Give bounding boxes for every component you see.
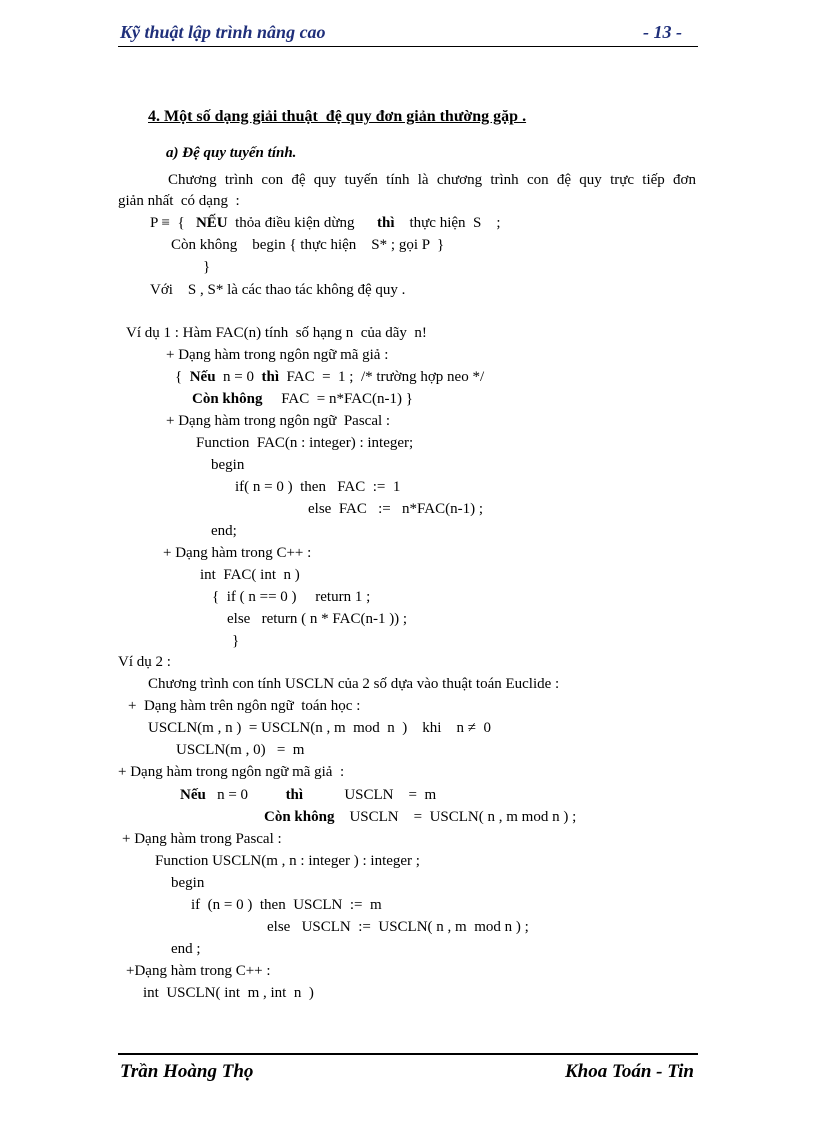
pseudo-text: n = 0	[205, 787, 286, 803]
keyword-else: Còn không	[264, 809, 335, 825]
example1-cpp-line1: int FAC( int n )	[200, 567, 300, 583]
subsection-heading: a) Đệ quy tuyến tính.	[166, 145, 297, 161]
example1-cpp-line4: }	[232, 633, 240, 649]
example2-pascal-line3: if (n = 0 ) then USCLN := m	[191, 897, 382, 913]
pseudo-text: n = 0	[215, 369, 262, 385]
pseudo-text: {	[175, 369, 190, 385]
form-text: P ≡ {	[150, 215, 196, 231]
pseudo-text: FAC = n*FAC(n-1) }	[262, 391, 413, 407]
keyword-if: NẾU	[195, 215, 228, 231]
example2-math-line2: USCLN(m , 0) = m	[176, 742, 305, 758]
with-line: Với S , S* là các thao tác không đệ quy .	[150, 282, 406, 298]
example2-cpp-line1: int USCLN( int m , int n )	[143, 985, 314, 1001]
form-text: thực hiện S ;	[394, 215, 501, 231]
example2-pascal-line5: end ;	[171, 941, 201, 957]
example1-cpp-heading: + Dạng hàm trong C++ :	[163, 545, 312, 561]
example1-pseudo-line1	[175, 367, 484, 387]
keyword-else: Còn không	[192, 391, 263, 407]
keyword-then: thì	[376, 215, 395, 231]
example2-pascal-line1: Function USCLN(m , n : integer ) : integer ;	[155, 853, 420, 869]
example2-pascal-heading: + Dạng hàm trong Pascal :	[122, 831, 282, 847]
example2-cpp-heading: +Dạng hàm trong C++ :	[126, 963, 271, 979]
keyword-if: Nếu	[189, 369, 216, 385]
example2-pseudo-heading: + Dạng hàm trong ngôn ngữ mã giả :	[118, 764, 345, 780]
keyword-if: Nếu	[180, 787, 206, 803]
example1-pascal-line4: else FAC := n*FAC(n-1) ;	[308, 501, 483, 517]
example1-pseudo-line2	[192, 389, 413, 409]
header-title: Kỹ thuật lập trình nâng cao	[120, 22, 326, 42]
example1-cpp-line3: else return ( n * FAC(n-1 )) ;	[227, 611, 408, 627]
keyword-then: thì	[285, 787, 304, 803]
footer-department: Khoa Toán - Tin	[565, 1061, 694, 1082]
example2-pseudo-line1	[180, 785, 436, 805]
intro-paragraph-line1: Chương trình con đệ quy tuyến tính là chương trình con đệ quy trực tiếp đơn	[168, 172, 696, 188]
example2-pseudo-line2	[264, 807, 576, 827]
example2-pascal-line4: else USCLN := USCLN( n , m mod n ) ;	[267, 919, 529, 935]
example1-pascal-line5: end;	[211, 523, 237, 539]
example1-pascal-line1: Function FAC(n : integer) : integer;	[196, 435, 414, 451]
pseudo-text: USCLN = m	[303, 787, 437, 803]
example1-pascal-line3: if( n = 0 ) then FAC := 1	[235, 479, 401, 495]
example2-math-line1: USCLN(m , n ) = USCLN(n , m mod n ) khi n ≠ 0	[148, 720, 491, 736]
pseudo-text: USCLN = USCLN( n , m mod n ) ;	[334, 809, 577, 825]
example1-cpp-line2: { if ( n == 0 ) return 1 ;	[212, 589, 371, 605]
header-page-number: - 13 -	[643, 22, 682, 42]
example1-pseudo-heading: + Dạng hàm trong ngôn ngữ mã giả :	[166, 347, 389, 363]
general-form-line1	[150, 213, 501, 233]
keyword-then: thì	[261, 369, 280, 385]
example2-title: Ví dụ 2 :	[118, 654, 171, 670]
section-heading: 4. Một số dạng giải thuật đệ quy đơn giản thường gặp .	[148, 108, 527, 125]
general-form-line3: }	[203, 259, 211, 275]
example2-pascal-line2: begin	[171, 875, 205, 891]
example2-math-heading: + Dạng hàm trên ngôn ngữ toán học :	[128, 698, 361, 714]
intro-paragraph-line2: giản nhất có dạng :	[118, 193, 240, 209]
general-form-line2: Còn không begin { thực hiện S* ; gọi P }	[171, 237, 445, 253]
header-rule	[118, 46, 698, 47]
form-text: thỏa điều kiện dừng	[227, 215, 377, 231]
example1-pascal-heading: + Dạng hàm trong ngôn ngữ Pascal :	[166, 413, 391, 429]
pseudo-text: FAC = 1 ; /* trường hợp neo */	[279, 369, 485, 385]
example1-title: Ví dụ 1 : Hàm FAC(n) tính số hạng n của dãy n!	[126, 325, 427, 341]
footer-rule	[118, 1053, 698, 1055]
example2-description: Chương trình con tính USCLN của 2 số dựa vào thuật toán Euclide :	[148, 676, 560, 692]
footer-author: Trần Hoàng Thọ	[120, 1061, 254, 1082]
example1-pascal-line2: begin	[211, 457, 245, 473]
